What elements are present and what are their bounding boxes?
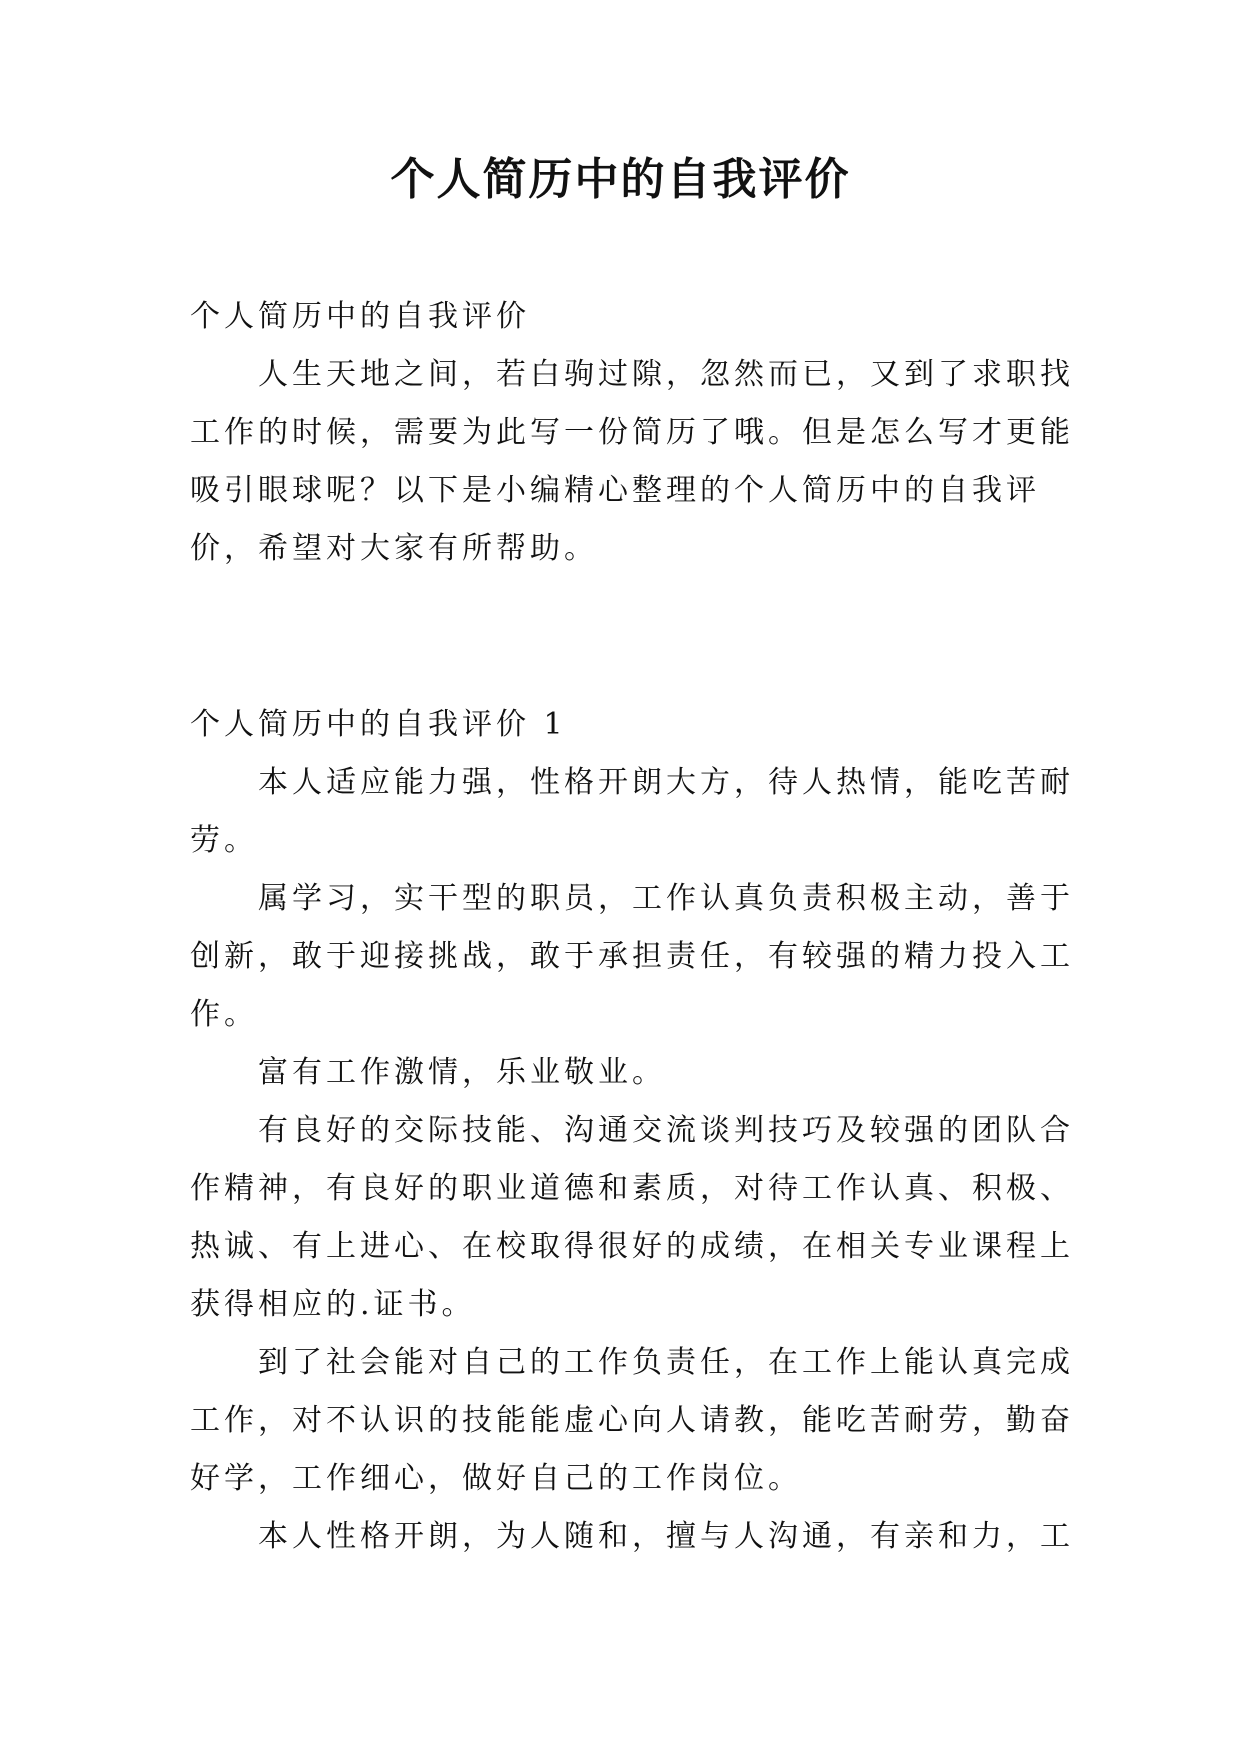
- intro-paragraph: [190, 346, 1074, 578]
- paragraph: [190, 870, 1074, 1044]
- paragraph: [190, 1334, 1074, 1508]
- section-heading: 个人简历中的自我评价 1: [190, 707, 567, 742]
- text-line: 劳。: [190, 823, 258, 858]
- text-line: 属学习，实干型的职员，工作认真负责积极主动，善于: [258, 881, 1074, 916]
- text-line: 工作的时候，需要为此写一份简历了哦。但是怎么写才更能: [190, 415, 1074, 450]
- text-line: 本人性格开朗，为人随和，擅与人沟通，有亲和力，工: [258, 1519, 1074, 1554]
- text-line: 工作，对不认识的技能能虚心向人请教，能吃苦耐劳，勤奋: [190, 1403, 1074, 1438]
- text-line: 吸引眼球呢？以下是小编精心整理的个人简历中的自我评: [190, 473, 1040, 508]
- text-line: 富有工作激情，乐业敬业。: [258, 1055, 666, 1090]
- text-line: 价，希望对大家有所帮助。: [190, 531, 598, 566]
- section-heading: 个人简历中的自我评价: [190, 299, 530, 334]
- paragraph: [190, 1102, 1074, 1334]
- text-line: 好学，工作细心，做好自己的工作岗位。: [190, 1461, 802, 1496]
- spacer: [190, 578, 1062, 696]
- text-line: 本人适应能力强，性格开朗大方，待人热情，能吃苦耐: [258, 765, 1074, 800]
- paragraph: [190, 754, 1074, 870]
- text-line: 作精神，有良好的职业道德和素质，对待工作认真、积极、: [190, 1171, 1074, 1206]
- text-line: 人生天地之间，若白驹过隙，忽然而已，又到了求职找: [258, 357, 1074, 392]
- paragraph: [190, 1044, 1062, 1102]
- document-body: [190, 288, 1074, 1566]
- text-line: 热诚、有上进心、在校取得很好的成绩，在相关专业课程上: [190, 1229, 1074, 1264]
- text-line: 作。: [190, 997, 258, 1032]
- text-line: 到了社会能对自己的工作负责任，在工作上能认真完成: [258, 1345, 1074, 1380]
- paragraph: [190, 1508, 1074, 1566]
- text-line: 创新，敢于迎接挑战，敢于承担责任，有较强的精力投入工: [190, 939, 1074, 974]
- text-line: 获得相应的.证书。: [190, 1287, 476, 1322]
- text-line: 有良好的交际技能、沟通交流谈判技巧及较强的团队合: [258, 1113, 1074, 1148]
- document-title: 个人简历中的自我评价: [390, 154, 851, 205]
